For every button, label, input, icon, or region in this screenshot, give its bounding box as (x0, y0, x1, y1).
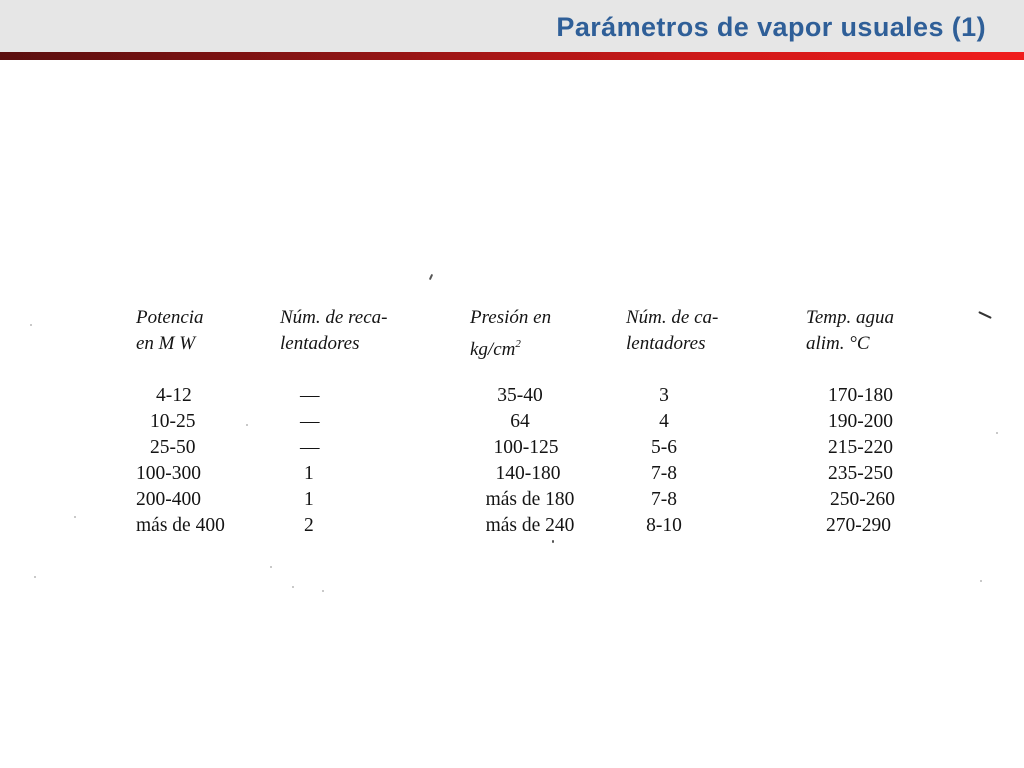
header-temp-line1: Temp. agua (806, 307, 894, 328)
scan-speck (74, 516, 76, 518)
scan-speck (34, 576, 36, 578)
scan-speck (292, 586, 294, 588)
header-presion-unit: kg/cm (470, 339, 516, 360)
cell-recalentadores: — (300, 411, 320, 432)
scan-speck (322, 590, 324, 592)
cell-presion: 140-180 (495, 463, 561, 484)
slide-title: Parámetros de vapor usuales (1) (556, 12, 986, 42)
cell-calentadores: 7-8 (651, 489, 677, 510)
cell-potencia: 25-50 (150, 437, 196, 458)
slide-header (0, 0, 1024, 52)
cell-recalentadores: — (300, 437, 320, 458)
header-recalentadores-line2: lentadores (280, 333, 360, 354)
header-calentadores-line2: lentadores (626, 333, 706, 354)
cell-temp: 190-200 (828, 411, 893, 432)
cell-calentadores: 5-6 (651, 437, 677, 458)
cell-calentadores: 3 (659, 385, 669, 406)
cell-presion: más de 240 (485, 515, 575, 536)
header-potencia-line1: Potencia (136, 307, 204, 328)
header-potencia-line2: en M W (136, 333, 196, 354)
scan-speck (996, 432, 998, 434)
cell-temp: 215-220 (828, 437, 893, 458)
header-temp-line2: alim. °C (806, 333, 870, 354)
scan-speck (246, 424, 248, 426)
header-presion-line2 (470, 331, 521, 363)
cell-recalentadores: — (300, 385, 320, 406)
cell-potencia: 200-400 (136, 489, 201, 510)
cell-temp: 235-250 (828, 463, 893, 484)
cell-calentadores: 4 (659, 411, 669, 432)
cell-recalentadores: 1 (304, 489, 314, 510)
scan-speck (980, 580, 982, 582)
scan-speck (30, 324, 32, 326)
cell-potencia: 4-12 (156, 385, 192, 406)
scanned-table (0, 60, 1024, 768)
cell-presion: 64 (510, 411, 530, 432)
cell-temp: 270-290 (826, 515, 891, 536)
cell-recalentadores: 1 (304, 463, 314, 484)
cell-temp: 170-180 (828, 385, 893, 406)
cell-calentadores: 8-10 (646, 515, 682, 536)
scan-speck (978, 311, 992, 319)
cell-potencia: más de 400 (136, 515, 225, 536)
cell-calentadores: 7-8 (651, 463, 677, 484)
scan-speck (552, 540, 554, 543)
header-presion-exponent: 2 (515, 338, 521, 350)
header-calentadores-line1: Núm. de ca- (626, 307, 719, 328)
cell-temp: 250-260 (830, 489, 895, 510)
scan-speck (270, 566, 272, 568)
cell-potencia: 100-300 (136, 463, 201, 484)
cell-recalentadores: 2 (304, 515, 314, 536)
cell-presion: 100-125 (493, 437, 559, 458)
cell-presion: más de 180 (485, 489, 575, 510)
header-recalentadores-line1: Núm. de reca- (280, 307, 388, 328)
cell-presion: 35-40 (497, 385, 543, 406)
header-accent-bar (0, 52, 1024, 60)
header-presion-line1: Presión en (470, 307, 552, 328)
scan-speck (429, 274, 433, 280)
cell-potencia: 10-25 (150, 411, 196, 432)
